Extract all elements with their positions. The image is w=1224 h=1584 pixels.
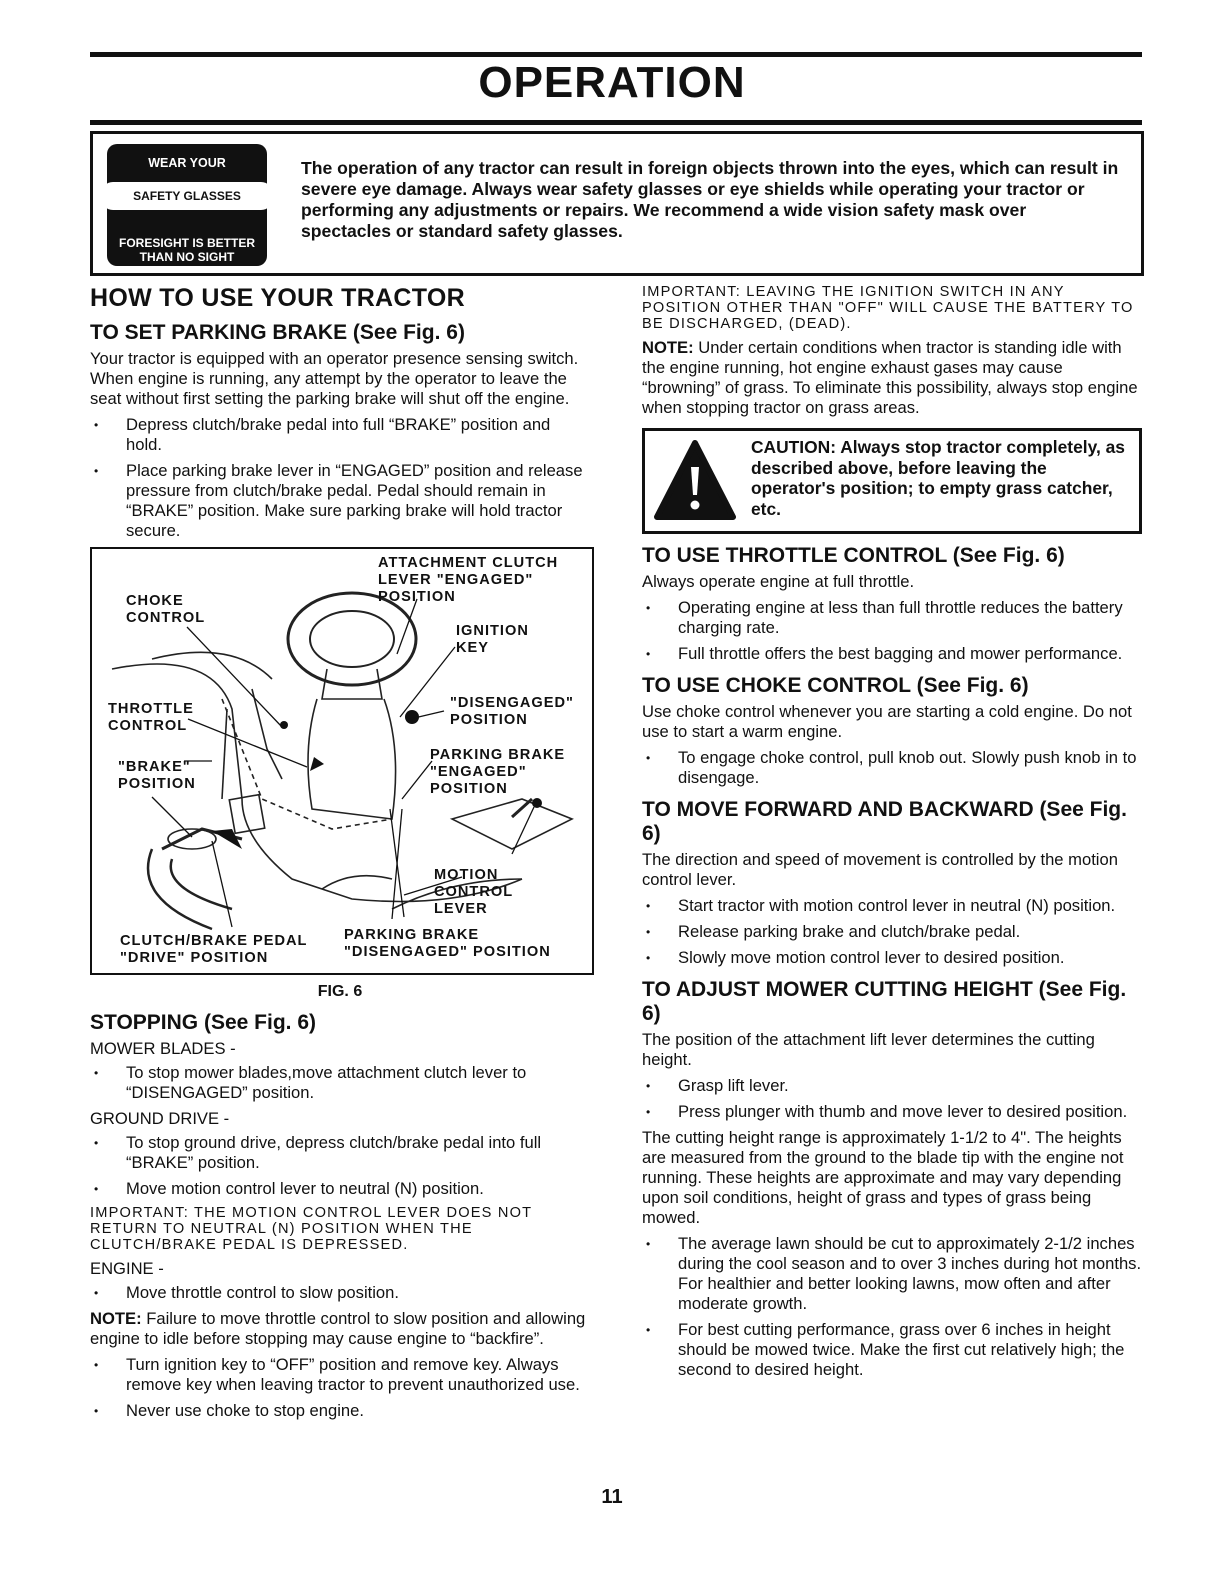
note-paragraph [642,338,1142,418]
safety-glasses-logo [107,144,267,266]
choke-bullets [642,748,1142,788]
logo-top-text: WEAR YOUR [148,156,226,170]
engine-bullets [90,1283,590,1303]
throttle-heading: TO USE THROTTLE CONTROL (See Fig. 6) [642,544,1065,567]
page-title: OPERATION [478,58,746,107]
final-bullets [90,1355,590,1421]
figure-label: ATTACHMENT CLUTCH LEVER "ENGAGED" POSITION [378,555,559,605]
figure-label: THROTTLE CONTROL [108,701,194,734]
move-intro: The direction and speed of movement is controlled by the motion control lever. [642,850,1118,889]
list-item: • Press plunger with thumb and move lever to desired position. [642,1102,1142,1122]
move-bullets [642,896,1142,968]
engine-label: ENGINE - [90,1259,164,1278]
list-item: • To stop mower blades,move attachment clutch lever to “DISENGAGED” position. [90,1063,590,1103]
stopping-heading: STOPPING (See Fig. 6) [90,1011,316,1034]
note-text: Under certain conditions when tractor is standing idle with the engine running, hot engine exhaust gases may cause “browning” of grass. To eliminate this possibility, always stop engine when stopping tractor on grass areas. [642,338,1138,417]
cutting-height-bullets [642,1076,1142,1122]
safety-warning-box [90,131,1144,276]
list-item: • Grasp lift lever. [642,1076,1142,1096]
list-item: • Move throttle control to slow position. [90,1283,590,1303]
cutting-height-range: The cutting height range is approximately 1-1/2 to 4". The heights are measured from the ground to the blade tip with the engine not running. These heights are approximate and may vary depending upon soil conditions, height of grass and types of grass being mowed. [642,1128,1124,1227]
section-heading: HOW TO USE YOUR TRACTOR [90,284,465,312]
caution-text: CAUTION: Always stop tractor completely, as described above, before leaving the operator's position; to empty grass catcher, etc. [751,437,1125,519]
throttle-bullets [642,598,1142,664]
ground-drive-label: GROUND DRIVE - [90,1109,230,1128]
title-rule [90,120,1142,125]
mower-blades-label: MOWER BLADES - [90,1039,236,1058]
list-item: • For best cutting performance, grass over 6 inches in height should be mowed twice. Make the first cut relatively high; the second to desired height. [642,1320,1142,1380]
left-column [90,284,590,1427]
list-item: • Operating engine at less than full throttle reduces the battery charging rate. [642,598,1142,638]
throttle-intro: Always operate engine at full throttle. [642,572,915,591]
list-item: • Depress clutch/brake pedal into full “BRAKE” position and hold. [90,415,590,455]
figure-label: "DISENGAGED" POSITION [450,695,574,728]
cutting-height-intro: The position of the attachment lift lever determines the cutting height. [642,1030,1095,1069]
logo-band-text: SAFETY GLASSES [101,182,273,210]
figure-label: CLUTCH/BRAKE PEDAL "DRIVE" POSITION [120,933,308,966]
figure-label: "BRAKE" POSITION [118,759,196,792]
caution-box [642,428,1142,534]
list-item: • To engage choke control, pull knob out. Slowly push knob in to disengage. [642,748,1142,788]
figure-6 [90,547,594,975]
list-item: • Full throttle offers the best bagging and mower performance. [642,644,1142,664]
list-item: • Release parking brake and clutch/brake pedal. [642,922,1142,942]
right-column [642,284,1142,1386]
parking-bullets [90,415,590,541]
figure-label: IGNITION KEY [456,623,529,656]
warning-triangle-icon [653,439,737,523]
choke-intro: Use choke control whenever you are starting a cold engine. Do not use to start a warm engine. [642,702,1132,741]
cutting-height-heading: TO ADJUST MOWER CUTTING HEIGHT (See Fig. 6) [642,978,1127,1025]
note-label: NOTE: [642,338,694,357]
top-rule [90,52,1142,57]
list-item: • Slowly move motion control lever to desired position. [642,948,1142,968]
list-item: • Place parking brake lever in “ENGAGED” position and release pressure from clutch/brake pedal. Pedal should remain in “BRAKE” position. Make sure parking brake will hold tractor secure. [90,461,590,541]
parking-brake-heading: TO SET PARKING BRAKE (See Fig. 6) [90,321,465,344]
move-heading: TO MOVE FORWARD AND BACKWARD (See Fig. 6) [642,798,1127,845]
figure-label: PARKING BRAKE "ENGAGED" POSITION [430,747,566,797]
safety-warning-text: The operation of any tractor can result in foreign objects thrown into the eyes, which can result in severe eye damage. Always wear safety glasses or eye shields while operating your tractor or performing any adjustments or repairs. We recommend a wide vision safety mask over spectacles or standard safety glasses. [301,158,1119,241]
ground-bullets [90,1133,590,1199]
list-item: • The average lawn should be cut to approximately 2-1/2 inches during the cool season and to over 3 inches during hot months. For healthier and better looking lawns, mow often and after moderate growth. [642,1234,1142,1314]
figure-caption: FIG. 6 [317,983,363,1000]
page-number: 11 [601,1486,623,1508]
note-label: NOTE: [90,1309,142,1328]
note-text: Failure to move throttle control to slow position and allowing engine to idle before stopping may cause engine to “backfire”. [90,1309,586,1348]
list-item: • Start tractor with motion control lever in neutral (N) position. [642,896,1142,916]
mower-bullets [90,1063,590,1103]
logo-bottom-text [107,236,267,264]
list-item: • Move motion control lever to neutral (N) position. [90,1179,590,1199]
figure-label: CHOKE CONTROL [126,593,206,626]
list-item: • To stop ground drive, depress clutch/brake pedal into full “BRAKE” position. [90,1133,590,1173]
parking-intro: Your tractor is equipped with an operator presence sensing switch. When engine is running, any attempt by the operator to leave the seat without first setting the parking brake will shut off the engine. [90,349,579,408]
choke-heading: TO USE CHOKE CONTROL (See Fig. 6) [642,674,1029,697]
ignition-important-notice: IMPORTANT: LEAVING THE IGNITION SWITCH IN ANY POSITION OTHER THAN "OFF" WILL CAUSE THE BATTERY TO BE DISCHARGED, (DEAD). [642,284,1134,332]
important-notice: IMPORTANT: THE MOTION CONTROL LEVER DOES NOT RETURN TO NEUTRAL (N) POSITION WHEN THE CLUTCH/BRAKE PEDAL IS DEPRESSED. [90,1205,533,1253]
figure-label: PARKING BRAKE "DISENGAGED" POSITION [344,927,551,960]
cutting-height-bullets-2 [642,1234,1142,1380]
list-item: • Turn ignition key to “OFF” position and remove key. Always remove key when leaving tractor to prevent unauthorized use. [90,1355,590,1395]
list-item: • Never use choke to stop engine. [90,1401,590,1421]
logo-bottom-line-2: THAN NO SIGHT [139,250,235,264]
logo-bottom-line-1: FORESIGHT IS BETTER [118,236,255,250]
figure-label: MOTION CONTROL LEVER [434,867,514,917]
note-paragraph [90,1309,590,1349]
